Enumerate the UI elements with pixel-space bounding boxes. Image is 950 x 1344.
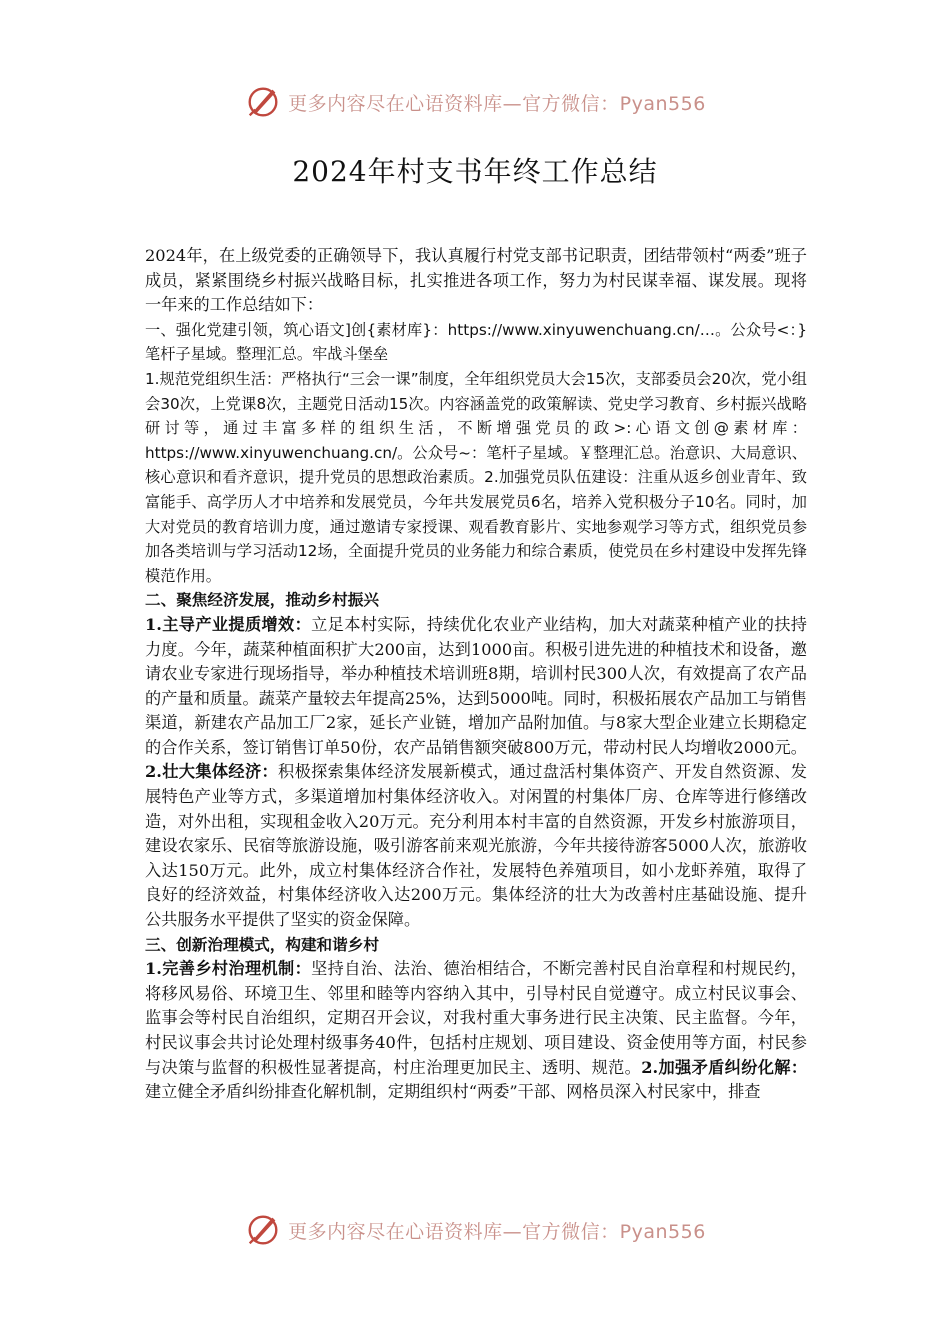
section1-heading: 一、强化党建引领，筑心语文]创{素材库}：https://www.xinyuwenchuang.cn/…。公众号<：}笔杆子星域。整理汇总。牢战斗堡垒 [145, 320, 807, 364]
header-banner [0, 80, 950, 124]
section3-item2-label: 2.加强矛盾纠纷化解： [641, 1057, 808, 1077]
document-body [145, 244, 807, 1105]
section3-body [145, 957, 807, 1105]
section2-item1-text: 立足本村实际，持续优化农业产业结构，加大对蔬菜种植产业的扶持力度。今年，蔬菜种植面积扩大200亩，达到1000亩。积极引进先进的种植技术和设备，邀请农业专家进行现场指导，举办种植技术培训班8期，培训村民300人次，有效提高了农产品的产量和质量。蔬菜产量较去年提高25%，达到5000吨。同时，积极拓展农产品加工与销售渠道，新建农产品加工厂2家，延长产业链，增加产品附加值。与8家大型企业建立长期稳定的合作关系，签订销售订单50份，农产品销售额突破800万元，带动村民人均增收2000元。 [145, 614, 807, 757]
footer-banner [0, 1208, 950, 1252]
section3-heading: 三、创新治理模式，构建和谐乡村 [145, 935, 379, 954]
intro-paragraph: 2024年，在上级党委的正确领导下，我认真履行村党支部书记职责，团结带领村“两委”班子成员，紧紧围绕乡村振兴战略目标，扎实推进各项工作，努力为村民谋幸福、谋发展。现将一年来的工作总结如下： [145, 246, 807, 315]
section2-item2-text: 积极探索集体经济发展新模式，通过盘活村集体资产、开发自然资源、发展特色产业等方式，多渠道增加村集体经济收入。对闲置的村集体厂房、仓库等进行修缮改造，对外出租，实现租金收入20万元。充分利用本村丰富的自然资源，开发乡村旅游项目，建设农家乐、民宿等旅游设施，吸引游客前来观光旅游，今年共接待游客5000人次，旅游收入达150万元。此外，成立村集体经济合作社，发展特色养殖项目，如小龙虾养殖，取得了良好的经济效益，村集体经济收入达200万元。集体经济的壮大为改善村庄基础设施、提升公共服务水平提供了坚实的资金保障。 [145, 762, 807, 930]
section3-item2-text: 建立健全矛盾纠纷排查化解机制，定期组织村“两委”干部、网格员深入村民家中，排查 [145, 1082, 761, 1102]
section2-item2-label: 2.壮大集体经济： [145, 762, 279, 782]
quill-logo-icon [244, 1211, 282, 1249]
section2-item1-label: 1.主导产业提质增效： [145, 614, 312, 634]
section3-item1-label: 1.完善乡村治理机制： [145, 959, 312, 979]
section2-heading: 二、聚焦经济发展，推动乡村振兴 [145, 591, 379, 610]
section1-body: 1.规范党组织生活：严格执行“三会一课”制度，全年组织党员大会15次，支部委员会20次，党小组会30次，上党课8次，主题党日活动15次。内容涵盖党的政策解读、党史学习教育、乡村振兴战略研讨等，通过丰富多样的组织生活，不断增强党员的政>:心语文创@素材库：https://www.xinyuwenchuang.cn/。公众号~：笔杆子星域。￥整理汇总。治意识、大局意识、核心意识和看齐意识，提升党员的思想政治素质。2.加强党员队伍建设：注重从返乡创业青年、致富能手、高学历人才中培养和发展党员，今年共发展党员6名，培养入党积极分子10名。同时，加大对党员的教育培训力度，通过邀请专家授课、观看教育影片、实地参观学习等方式，组织党员参加各类培训与学习活动12场，全面提升党员的业务能力和综合素质，使党员在乡村建设中发挥先锋模范作用。 [145, 369, 807, 585]
section3-item1-text: 坚持自治、法治、德治相结合，不断完善村民自治章程和村规民约，将移风易俗、环境卫生、邻里和睦等内容纳入其中，引导村民自觉遵守。成立村民议事会、监事会等村民自治组织，定期召开会议，对我村重大事务进行民主决策、民主监督。今年，村民议事会共讨论处理村级事务40件，包括村庄规划、项目建设、资金使用等方面，村民参与决策与监督的积极性显著提高，村庄治理更加民主、透明、规范。 [145, 959, 807, 1077]
banner-text: 更多内容尽在心语资料库—官方微信：Pyan556 [288, 92, 706, 115]
banner-text: 更多内容尽在心语资料库—官方微信：Pyan556 [288, 1220, 706, 1243]
section2-body [145, 613, 807, 933]
quill-logo-icon [244, 83, 282, 121]
document-title: 2024年村支书年终工作总结 [292, 155, 658, 188]
